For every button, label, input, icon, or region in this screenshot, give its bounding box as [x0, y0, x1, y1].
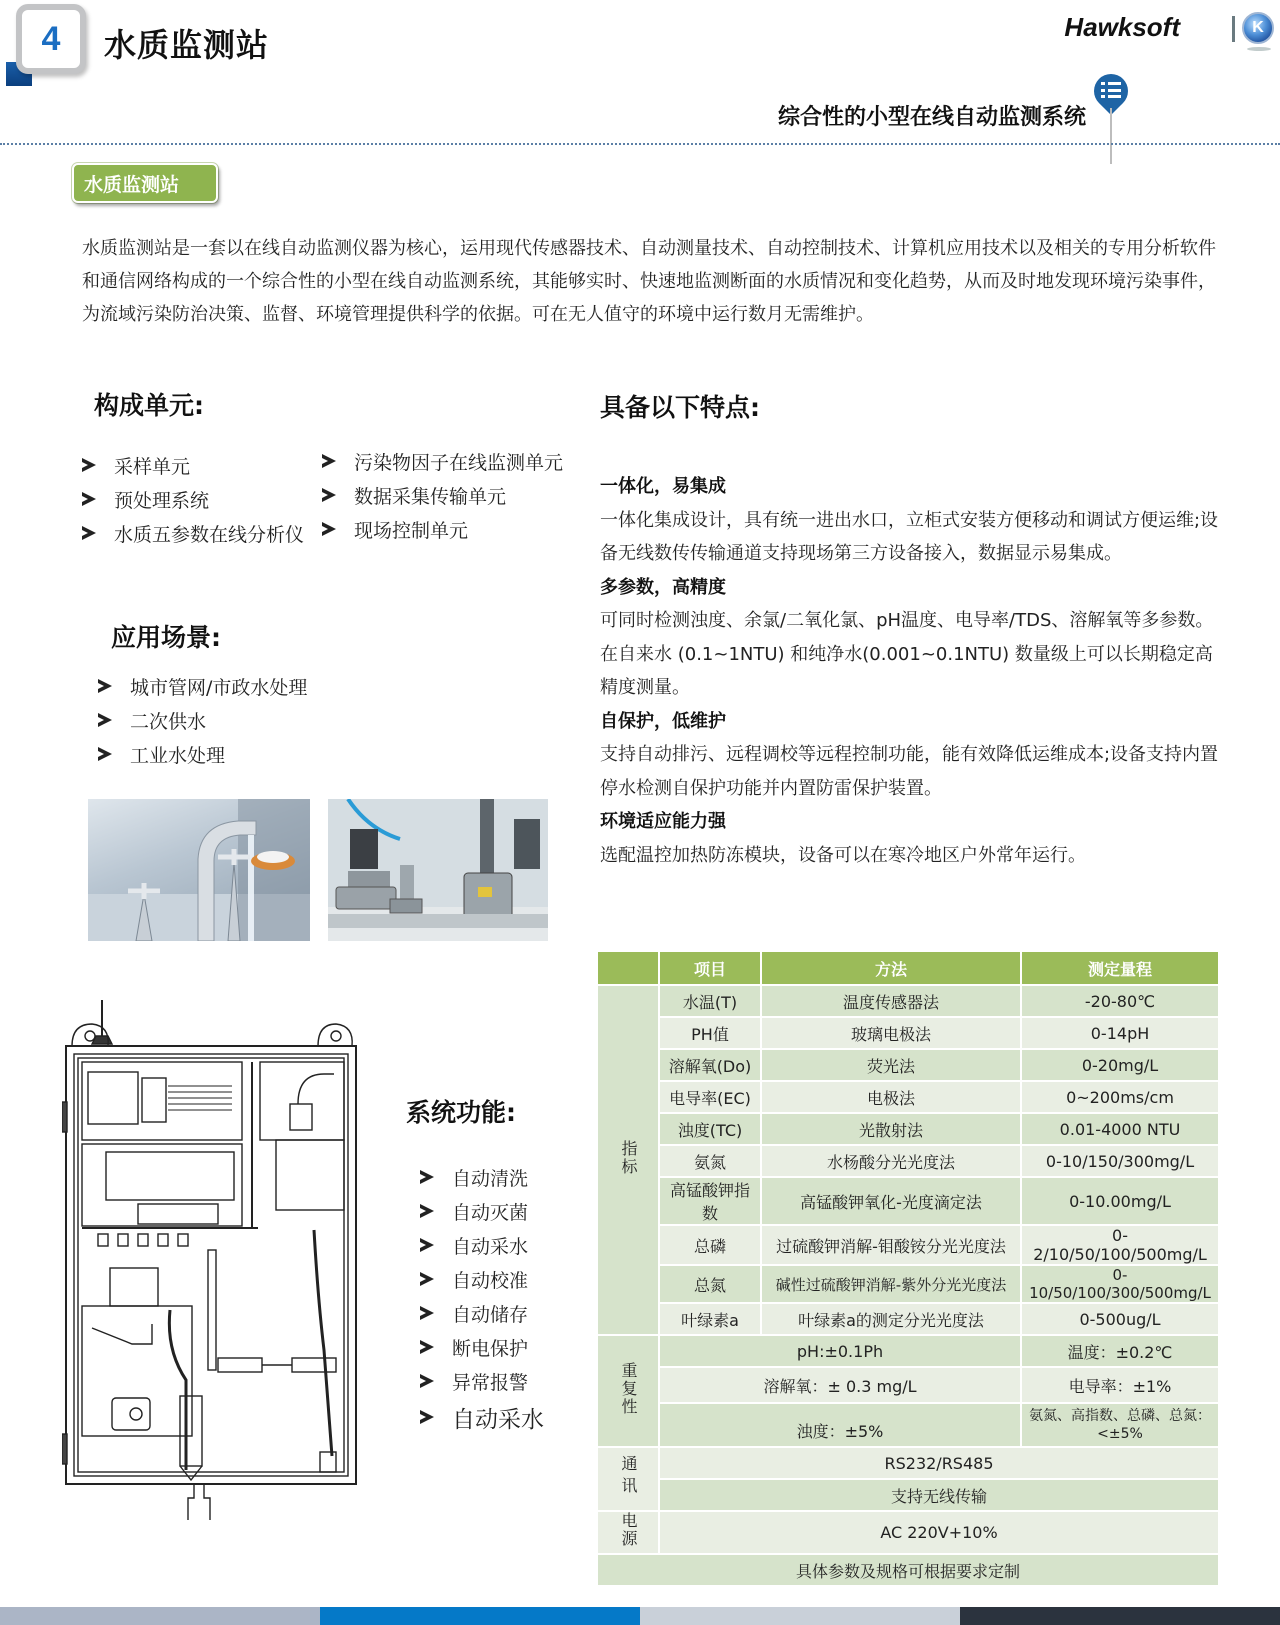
functions-heading: 系统功能:	[406, 1098, 516, 1127]
table-row: PH值 玻璃电极法 0-14pH	[598, 1018, 1218, 1048]
components-list-right	[322, 444, 563, 546]
brand-name: Hawksoft	[1064, 12, 1180, 42]
list-item: 自动采水	[420, 1398, 544, 1436]
group-label-power: 电源	[598, 1512, 658, 1553]
list-item: 城市管网/市政水处理	[98, 669, 307, 703]
hawksoft-logo-icon: K	[1242, 12, 1274, 44]
feature-text: 在自来水 (0.1~1NTU) 和纯净水(0.001~0.1NTU) 数量级上可以长期稳定高精度测量。	[600, 643, 1213, 698]
cabinet-diagram	[62, 1000, 362, 1520]
footer-bar-3	[640, 1607, 960, 1625]
header-divider	[0, 143, 1280, 145]
list-item: 断电保护	[420, 1330, 544, 1364]
list-icon	[1101, 82, 1121, 98]
arrow-bullet-icon	[420, 1306, 436, 1320]
list-item: 预处理系统	[82, 482, 304, 516]
components-list-left	[82, 448, 304, 550]
applications-list	[98, 669, 307, 771]
table-footer-row: 具体参数及规格可根据要求定制	[598, 1555, 1218, 1585]
table-row: 重复性 pH:±0.1Ph 温度：±0.2℃	[598, 1336, 1218, 1366]
table-header: 项目	[660, 952, 760, 984]
faucet-photo	[88, 799, 310, 941]
group-label-indicators: 指标	[598, 986, 658, 1334]
features-heading: 具备以下特点:	[600, 393, 760, 422]
arrow-bullet-icon	[420, 1410, 436, 1424]
arrow-bullet-icon	[82, 526, 98, 540]
table-row: 总磷 过硫酸钾消解-钼酸铵分光光度法 0-2/10/50/100/500mg/L	[598, 1226, 1218, 1264]
table-row: 叶绿素a 叶绿素a的测定分光光度法 0-500ug/L	[598, 1304, 1218, 1334]
list-item: 水质五参数在线分析仪	[82, 516, 304, 550]
list-item: 工业水处理	[98, 737, 307, 771]
footer-bar-1	[0, 1607, 320, 1625]
table-header: 方法	[762, 952, 1020, 984]
arrow-bullet-icon	[420, 1340, 436, 1354]
arrow-bullet-icon	[322, 488, 338, 502]
list-item: 异常报警	[420, 1364, 544, 1398]
table-row: 浊度(TC) 光散射法 0.01-4000 NTU	[598, 1114, 1218, 1144]
page-title: 水质监测站	[104, 26, 270, 64]
feature-text: 支持自动排污、远程调校等远程控制功能，能有效降低运维成本;设备支持内置停水检测自保护功能并内置防雷保护装置。	[600, 744, 1219, 799]
feature-text: 选配温控加热防冻模块，设备可以在寒冷地区户外常年运行。	[600, 844, 1086, 866]
table-header: 测定量程	[1022, 952, 1218, 984]
arrow-bullet-icon	[82, 458, 98, 472]
feature-title: 多参数，高精度	[600, 576, 726, 598]
table-row: 溶解氧：± 0.3 mg/L 电导率：±1%	[598, 1368, 1218, 1402]
group-label-repeatability: 重复性	[598, 1336, 658, 1446]
list-item: 自动校准	[420, 1262, 544, 1296]
brand-separator	[1232, 16, 1235, 42]
table-row: 指标 水温(T) 温度传感器法 -20-80℃	[598, 986, 1218, 1016]
table-row: 通讯 RS232/RS485	[598, 1448, 1218, 1478]
list-item: 污染物因子在线监测单元	[322, 444, 563, 478]
table-row: 支持无线传输	[598, 1480, 1218, 1510]
table-header-row	[598, 952, 1218, 984]
pin-stem	[1110, 108, 1112, 164]
table-row: 氨氮 水杨酸分光光度法 0-10/150/300mg/L	[598, 1146, 1218, 1176]
arrow-bullet-icon	[420, 1170, 436, 1184]
components-heading: 构成单元:	[94, 391, 204, 420]
list-item: 自动灭菌	[420, 1194, 544, 1228]
list-item: 现场控制单元	[322, 512, 563, 546]
arrow-bullet-icon	[420, 1272, 436, 1286]
list-item: 自动清洗	[420, 1160, 544, 1194]
table-row: 总氮 碱性过硫酸钾消解-紫外分光光度法 0-10/50/100/300/500mg/L	[598, 1266, 1218, 1302]
feature-title: 一体化，易集成	[600, 476, 726, 497]
section-tag: 水质监测站	[72, 163, 218, 203]
footer-bar-4	[960, 1607, 1280, 1625]
list-item: 采样单元	[82, 448, 304, 482]
arrow-bullet-icon	[420, 1374, 436, 1388]
industrial-valves-photo	[328, 799, 548, 941]
functions-list	[420, 1160, 544, 1436]
feature-title: 自保护，低维护	[600, 710, 726, 732]
section-number-badge	[16, 4, 86, 74]
list-item: 自动采水	[420, 1228, 544, 1262]
list-item: 数据采集传输单元	[322, 478, 563, 512]
arrow-bullet-icon	[98, 747, 114, 761]
arrow-bullet-icon	[420, 1204, 436, 1218]
arrow-bullet-icon	[98, 713, 114, 727]
table-header-blank	[598, 952, 658, 984]
list-item: 二次供水	[98, 703, 307, 737]
table-row: 电源 AC 220V+10%	[598, 1512, 1218, 1553]
arrow-bullet-icon	[98, 679, 114, 693]
logo-shadow	[1247, 47, 1271, 51]
feature-text: 可同时检测浊度、余氯/二氧化氯、pH温度、电导率/TDS、溶解氧等多参数。	[600, 610, 1214, 631]
arrow-bullet-icon	[322, 454, 338, 468]
arrow-bullet-icon	[420, 1238, 436, 1252]
feature-text: 一体化集成设计，具有统一进出水口，立柜式安装方便移动和调试方便运维;设备无线数传传输通道支持现场第三方设备接入，数据显示易集成。	[600, 509, 1219, 564]
applications-heading: 应用场景:	[111, 623, 221, 652]
arrow-bullet-icon	[322, 522, 338, 536]
arrow-bullet-icon	[82, 492, 98, 506]
table-row: 电导率(EC) 电极法 0~200ms/cm	[598, 1082, 1218, 1112]
page-subtitle: 综合性的小型在线自动监测系统	[777, 105, 1086, 130]
section-number: 4	[41, 19, 61, 58]
intro-paragraph: 水质监测站是一套以在线自动监测仪器为核心，运用现代传感器技术、自动测量技术、自动控制技术、计算机应用技术以及相关的专用分析软件和通信网络构成的一个综合性的小型在线自动监测系统，其能够实时、快速地监测断面的水质情况和变化趋势，从而及时地发现环境污染事件，为流域污染防治决策、监督、环境管理提供科学的依据。可在无人值守的环境中运行数月无需维护。	[82, 238, 1216, 325]
table-row: 浊度：±5% 氨氮、高指数、总磷、总氮：<±5%	[598, 1404, 1218, 1446]
footer-bar-2	[320, 1607, 640, 1625]
list-item: 自动储存	[420, 1296, 544, 1330]
group-label-communication: 通讯	[598, 1448, 658, 1510]
feature-title: 环境适应能力强	[600, 811, 726, 832]
table-row: 溶解氧(Do) 荧光法 0-20mg/L	[598, 1050, 1218, 1080]
table-row: 高锰酸钾指数 高锰酸钾氧化-光度滴定法 0-10.00mg/L	[598, 1178, 1218, 1224]
features-block	[600, 470, 1220, 872]
spec-table	[596, 950, 1220, 1587]
